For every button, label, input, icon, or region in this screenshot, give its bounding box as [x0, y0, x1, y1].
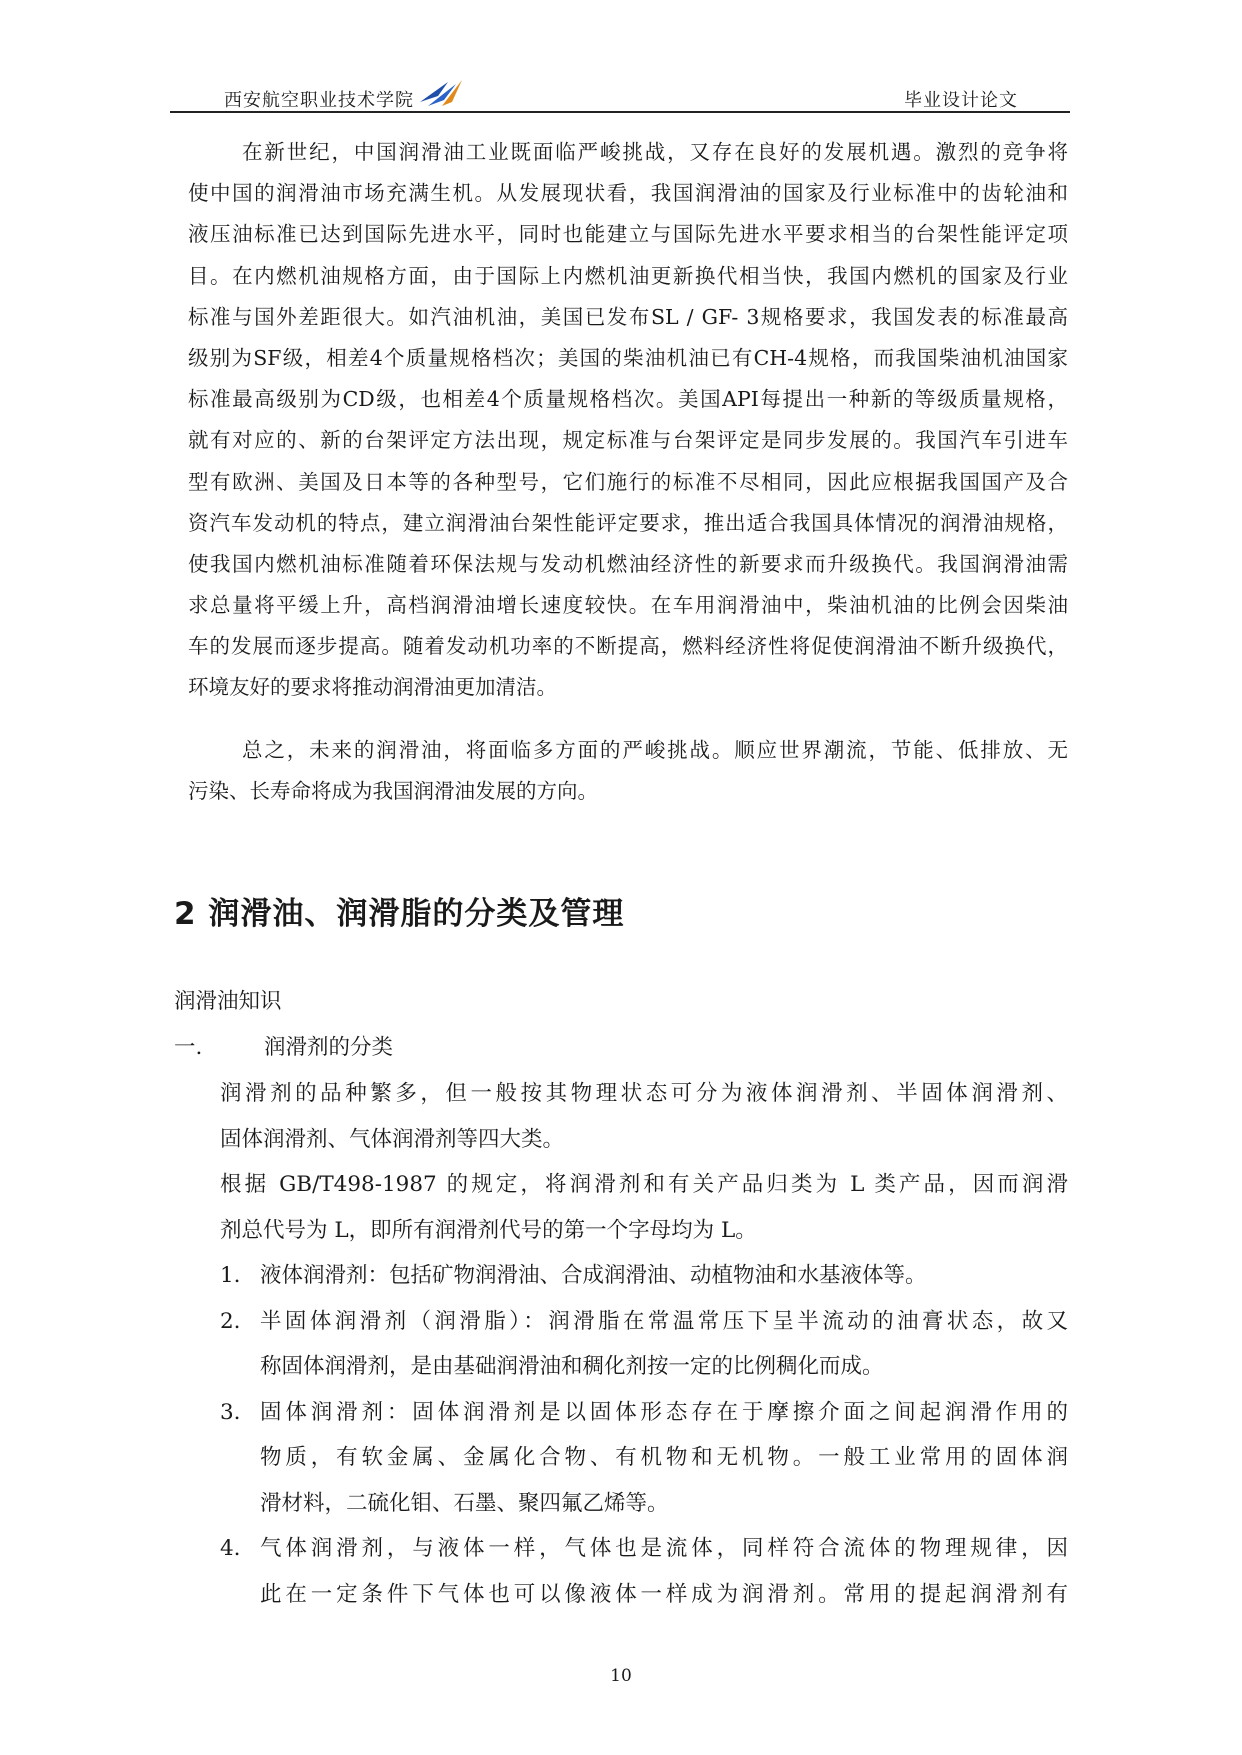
- intro-paragraph-1: [188, 132, 1068, 709]
- subheading-number: 一.: [174, 1035, 203, 1060]
- text-line: 液压油标准已达到国际先进水平，同时也能建立与国际先进水平要求相当的台架性能评定项: [188, 222, 1068, 247]
- list-item: [220, 1390, 1068, 1527]
- text-line: 车的发展而逐步提高。随着发动机功率的不断提高，燃料经济性将促使润滑油不断升级换代，: [188, 634, 1068, 659]
- text-line: 固体润滑剂：固体润滑剂是以固体形态存在于摩擦介面之间起润滑作用的: [260, 1399, 1068, 1425]
- list-item-number: 1.: [220, 1263, 241, 1288]
- lubricant-type-list: [220, 1253, 1068, 1617]
- text-line: 使我国内燃机油标准随着环保法规与发动机燃油经济性的新要求而升级换代。我国润滑油需: [188, 551, 1068, 576]
- text-line: 在新世纪，中国润滑油工业既面临严峻挑战，又存在良好的发展机遇。激烈的竞争将: [242, 140, 1068, 164]
- text-line: 求总量将平缓上升，高档润滑油增长速度较快。在车用润滑油中，柴油机油的比例会因柴油: [188, 593, 1068, 618]
- text-line: 气体润滑剂，与液体一样，气体也是流体，同样符合流体的物理规律，因: [260, 1536, 1068, 1561]
- header-school-name: 西安航空职业技术学院: [224, 90, 414, 111]
- header-divider: [170, 111, 1070, 113]
- school-logo-icon: [418, 76, 464, 108]
- text-line: 目。在内燃机油规格方面，由于国际上内燃机油更新换代相当快，我国内燃机的国家及行业: [188, 263, 1068, 288]
- subheading-classification: [174, 1025, 1074, 1071]
- text-line: 此在一定条件下气体也可以像液体一样成为润滑剂。常用的提起润滑剂有: [260, 1581, 1068, 1607]
- text-line: 环境友好的要求将推动润滑油更加清洁。: [188, 675, 557, 700]
- section-heading: 2 润滑油、润滑脂的分类及管理: [174, 896, 625, 932]
- text-line: 液体润滑剂：包括矿物润滑油、合成润滑油、动植物油和水基液体等。: [260, 1263, 927, 1288]
- text-line: 滑材料，二硫化钼、石墨、聚四氟乙烯等。: [260, 1490, 669, 1516]
- page-number: 10: [610, 1666, 632, 1686]
- list-item: [220, 1299, 1068, 1390]
- text-line: 物质，有软金属、金属化合物、有机物和无机物。一般工业常用的固体润: [260, 1445, 1068, 1470]
- list-item-number: 2.: [220, 1308, 241, 1334]
- subheading-text: 润滑油知识: [174, 989, 282, 1014]
- header-doc-type: 毕业设计论文: [904, 90, 1018, 111]
- text-line: 型有欧洲、美国及日本等的各种型号，它们施行的标准不尽相同，因此应根据我国国产及合: [188, 469, 1068, 494]
- subheading-text: 润滑剂的分类: [264, 1035, 394, 1060]
- text-line: 标准最高级别为CD级，也相差4个质量规格档次。美国API每提出一种新的等级质量规格，: [188, 387, 1068, 412]
- list-item-number: 4.: [220, 1536, 241, 1561]
- text-line: 半固体润滑剂（润滑脂）：润滑脂在常温常压下呈半流动的油膏状态，故又: [260, 1308, 1068, 1334]
- text-line: 称固体润滑剂，是由基础润滑油和稠化剂按一定的比例稠化而成。: [260, 1354, 884, 1379]
- text-line: 资汽车发动机的特点，建立润滑油台架性能评定要求，推出适合我国具体情况的润滑油规格，: [188, 510, 1068, 535]
- text-line: 标准与国外差距很大。如汽油机油，美国已发布SL / GF- 3规格要求，我国发表的标准最高: [188, 304, 1068, 329]
- text-line: 剂总代号为 L，即所有润滑剂代号的第一个字母均为 L。: [220, 1217, 757, 1243]
- classification-paragraphs: [220, 1071, 1068, 1253]
- intro-paragraph-2: [188, 730, 1068, 812]
- subheading-lubricant-knowledge: [174, 979, 1074, 1025]
- text-line: 润滑剂的品种繁多，但一般按其物理状态可分为液体润滑剂、半固体润滑剂、: [220, 1081, 1068, 1106]
- list-item-number: 3.: [220, 1399, 241, 1425]
- text-line: 就有对应的、新的台架评定方法出现，规定标准与台架评定是同步发展的。我国汽车引进车: [188, 428, 1068, 453]
- text-line: 污染、长寿命将成为我国润滑油发展的方向。: [188, 779, 598, 804]
- text-line: 根据 GB/T498-1987 的规定，将润滑剂和有关产品归类为 L 类产品，因而润滑: [220, 1172, 1068, 1197]
- list-item: [220, 1253, 1068, 1299]
- text-line: 级别为SF级，相差4个质量规格档次；美国的柴油机油已有CH-4规格，而我国柴油机油国家: [188, 345, 1068, 370]
- list-item: [220, 1526, 1068, 1617]
- text-line: 总之，未来的润滑油，将面临多方面的严峻挑战。顺应世界潮流，节能、低排放、无: [242, 738, 1068, 762]
- text-line: 固体润滑剂、气体润滑剂等四大类。: [220, 1126, 565, 1152]
- text-line: 使中国的润滑油市场充满生机。从发展现状看，我国润滑油的国家及行业标准中的齿轮油和: [188, 181, 1068, 206]
